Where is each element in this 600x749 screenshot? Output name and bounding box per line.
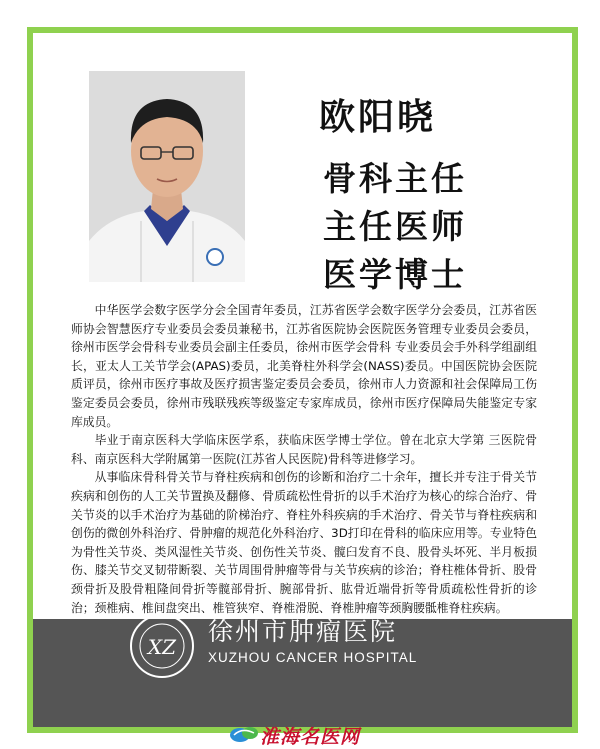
bio-paragraph-memberships: 中华医学会数字医学分会全国青年委员，江苏省医学会数字医学分会委员，江苏省医师协会智慧医疗专业委员会委员兼秘书，江苏省医院协会医院医务管理专业委员会委员，徐州市医学会骨科专业委员会副主任委员，徐州市医学会骨科 专业委员会手外科学组副组长，亚太人工关节学会(APAS)委员，北美脊柱外科学会(NASS)委员。中国医院协会医院质评员，徐州市医疗事故及医疗损害鉴定委员会委员，徐州市人力资源和社会保障局工伤鉴定委员会委员，徐州市残联残疾等级鉴定专家库成员，徐州市医疗保障局失能鉴定专家库成员。 (71, 303, 537, 429)
hospital-logo-icon (130, 614, 194, 678)
biography (71, 301, 537, 617)
svg-text:XZ: XZ (147, 635, 177, 659)
doctor-photo (89, 71, 245, 282)
doctor-name: 欧阳晓 (319, 96, 437, 138)
portrait-image (89, 71, 245, 282)
hospital-name-cn: 徐州市肿瘤医院 (208, 617, 398, 646)
watermark (228, 722, 360, 749)
watermark-text: 淮海名医网 (260, 726, 361, 748)
bio-paragraph-education: 毕业于南京医科大学临床医学系，获临床医学博士学位。曾在北京大学第 三医院骨科、南京医科大学附属第一医院(江苏省人民医院)骨科等进修学习。 (71, 433, 537, 466)
hospital-name-en: XUZHOU CANCER HOSPITAL (208, 650, 418, 665)
bio-paragraph-specialties: 从事临床骨科骨关节与脊柱疾病和创伤的诊断和治疗二十余年，擅长并专注于骨关节疾病和创伤的人工关节置换及翻修、骨质疏松性骨折的以手术治疗为核心的综合治疗、骨关节炎的以手术治疗为基础的阶梯治疗、脊柱外科疾病的手术治疗、骨关节与脊柱疾病和创伤的微创外科治疗、骨肿瘤的规范化外科治疗、3D打印在骨科的临床应用等。专业特色为骨性关节炎、类风湿性关节炎、创伤性关节炎、髋臼发育不良、股骨头坏死、半月板损伤、膝关节交叉韧带断裂、关节周围骨肿瘤等骨与关节疾病的诊治；脊柱椎体骨折、股骨颈骨折及股骨粗隆间骨折等髋部骨折、腕部骨折、肱骨近端骨折等骨质疏松性骨折的诊治；颈椎病、椎间盘突出、椎管狭窄、脊椎滑脱、脊椎肿瘤等颈胸腰骶椎脊柱疾病。 (71, 470, 537, 615)
title-chief-physician: 主任医师 (323, 207, 467, 246)
title-doctorate: 医学博士 (323, 255, 467, 294)
watermark-logo-icon (228, 723, 260, 749)
title-department-head: 骨科主任 (323, 159, 467, 198)
